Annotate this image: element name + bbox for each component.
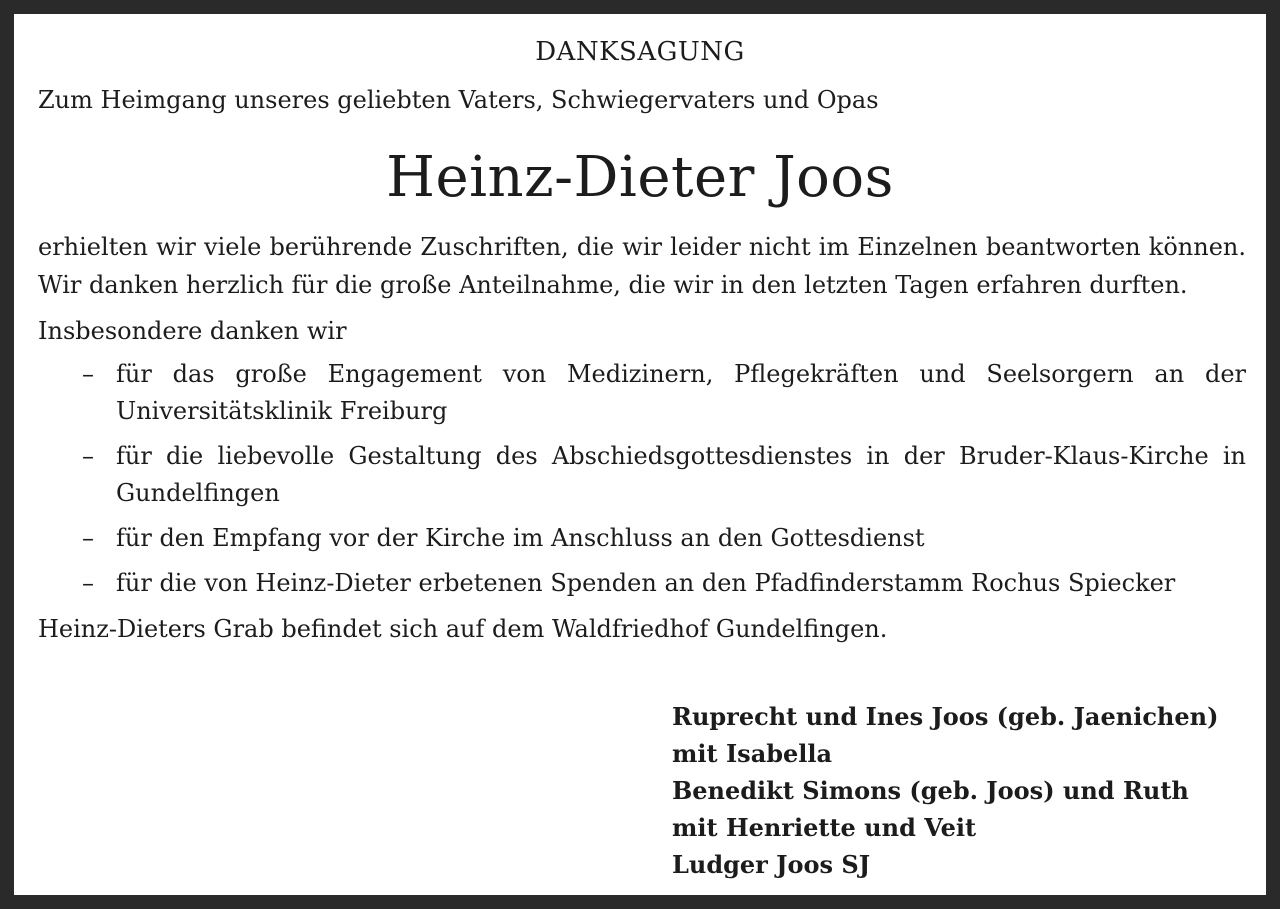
dash-bullet: – bbox=[82, 569, 94, 597]
grave-location: Heinz-Dieters Grab befindet sich auf dem Waldfriedhof Gundelfingen. bbox=[38, 615, 888, 643]
signer-line: Ruprecht und Ines Joos (geb. Jaenichen) bbox=[672, 702, 1219, 731]
list-item bbox=[38, 520, 1246, 557]
list-item bbox=[38, 565, 1246, 602]
list-item bbox=[38, 438, 1246, 512]
thanks-paragraph: erhielten wir viele berührende Zuschriften, die wir leider nicht im Einzelnen beantworten können. Wir danken herzlich für die große Anteilnahme, die wir in den letzten Tagen erfahren durften. bbox=[38, 233, 1246, 299]
notice-heading: DANKSAGUNG bbox=[535, 37, 745, 67]
notice-body bbox=[38, 228, 1246, 648]
list-item bbox=[38, 356, 1246, 430]
signer-line: mit Henriette und Veit bbox=[672, 813, 977, 842]
dash-bullet: – bbox=[82, 524, 94, 552]
dash-bullet: – bbox=[82, 442, 94, 470]
obituary-notice bbox=[14, 14, 1266, 895]
thanks-list bbox=[38, 356, 1246, 602]
signer-line: Benedikt Simons (geb. Joos) und Ruth bbox=[672, 776, 1189, 805]
list-item-text: für den Empfang vor der Kirche im Anschluss an den Gottesdienst bbox=[116, 524, 925, 552]
signers-block bbox=[672, 698, 1218, 883]
signer-line: mit Isabella bbox=[672, 739, 833, 768]
signer-line: Ludger Joos SJ bbox=[672, 850, 871, 879]
notice-intro: Zum Heimgang unseres geliebten Vaters, Schwiegervaters und Opas bbox=[38, 86, 879, 114]
deceased-name: Heinz-Dieter Joos bbox=[386, 145, 894, 210]
list-item-text: für die von Heinz-Dieter erbetenen Spenden an den Pfadfinderstamm Rochus Spiecker bbox=[116, 569, 1176, 597]
list-item-text: für die liebevolle Gestaltung des Abschiedsgottesdienstes in der Bruder-Klaus-Kirche in Gundelfingen bbox=[116, 442, 1246, 507]
list-item-text: für das große Engagement von Medizinern, Pflegekräften und Seelsorgern an der Universitätsklinik Freiburg bbox=[116, 360, 1246, 425]
special-thanks-intro: Insbesondere danken wir bbox=[38, 317, 347, 345]
dash-bullet: – bbox=[82, 360, 94, 388]
